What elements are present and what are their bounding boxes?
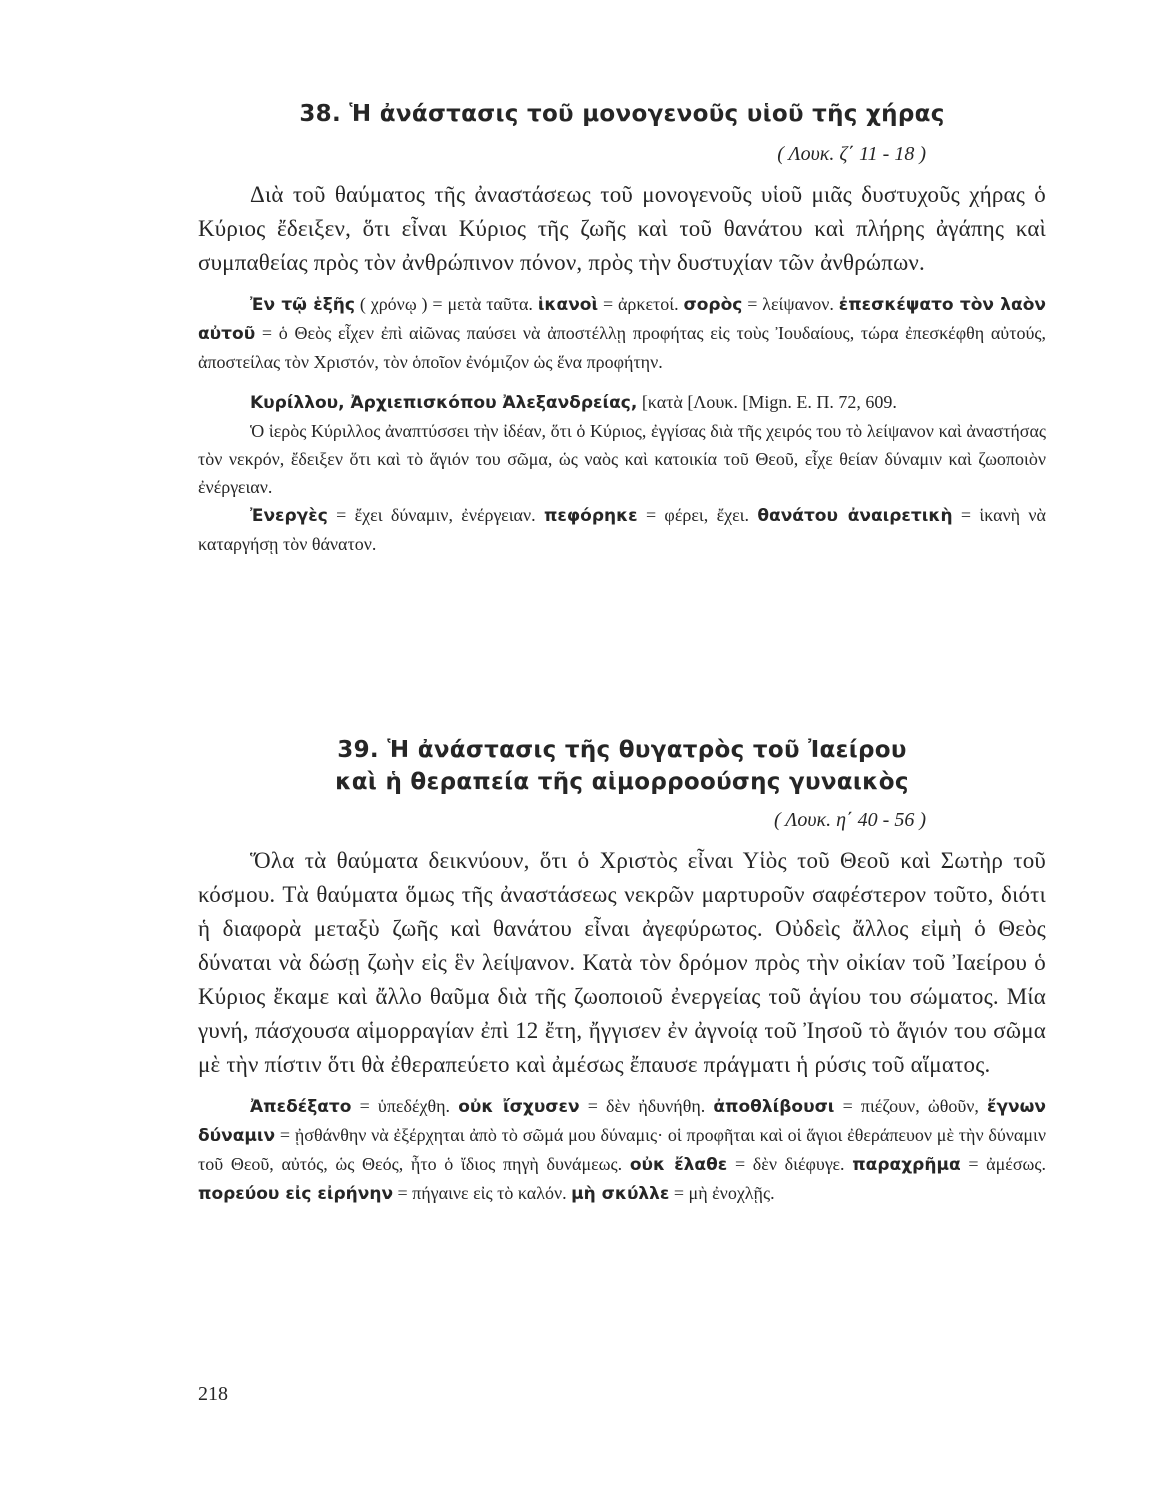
section-38-glossary-1 [198, 290, 1046, 376]
gloss-def: = δὲν διέφυγε. [727, 1154, 853, 1174]
section-39-title-line-1: 39. Ἡ ἀνάστασις τῆς θυγατρὸς τοῦ Ἰαείρου [337, 737, 907, 763]
gloss-term: μὴ σκύλλε [571, 1184, 670, 1204]
section-39 [198, 734, 1046, 1208]
gloss-def: ( χρόνῳ ) = μετὰ ταῦτα. [354, 294, 538, 314]
gloss-term: οὐκ ἴσχυσεν [458, 1097, 580, 1117]
gloss-term: πορεύου εἰς εἰρήνην [198, 1184, 394, 1204]
gloss-term: πεφόρηκε [543, 506, 638, 526]
gloss-def: = φέρει, ἔχει. [637, 505, 758, 525]
section-39-glossary [198, 1092, 1046, 1208]
gloss-def: = ὑπεδέχθη. [351, 1096, 459, 1116]
gloss-def: = ᾐσθάνθην νὰ ἐξέρχηται ἀπὸ τὸ σῶμά μου δύναμις· οἱ προφῆται καὶ οἱ ἅγιοι ἐθεράπευον μὲ τὴν δύναμιν τοῦ Θεοῦ, αὐτός, ὡς Θεός, ἦτο ὁ ἴδιος πηγὴ δυνάμεως. [198, 1125, 1046, 1174]
gloss-def: = ἱκανὴ νὰ καταργήσῃ τὸν θάνατον. [198, 505, 1046, 554]
citation-author: Κυρίλλου, Ἀρχιεπισκόπου Ἀλεξανδρείας, [250, 393, 638, 413]
section-38-glossary-2: Ὁ ἱερὸς Κύριλλος ἀναπτύσσει τὴν ἰδέαν, ὅτι ὁ Κύριος, ἐγγίσας διὰ τῆς χειρός του τὸ λείψανον καὶ ἀναστήσας τὸν νεκρόν, ἔδειξεν ὅτι καὶ τὸ ἅγιόν του σῶμα, ὡς ναὸς καὶ κατοικία τοῦ Θεοῦ, εἶχε θείαν δύναμιν καὶ ζωοποιὸν ἐνέργειαν. [198, 421, 1046, 497]
gloss-def: = δὲν ἠδυνήθη. [579, 1096, 714, 1116]
gloss-term: ἀποθλίβουσι [713, 1097, 835, 1117]
page-number: 218 [198, 1383, 228, 1405]
gloss-term: ἐπεσκέψατο τὸν λαὸν αὐτοῦ [198, 295, 1046, 344]
gloss-def: = λείψανον. [742, 294, 839, 314]
citation-source: [κατὰ [Λουκ. [Mign. E. Π. 72, 609. [637, 392, 897, 412]
section-38-title: 38. Ἡ ἀνάστασις τοῦ μονογενοῦς υἱοῦ τῆς χήρας [299, 101, 945, 127]
gloss-term: οὐκ ἔλαθε [629, 1155, 728, 1175]
section-39-title-line-2: καὶ ἡ θεραπεία τῆς αἱμορροούσης γυναικὸς [335, 769, 909, 795]
section-38-glossary-3 [198, 501, 1046, 558]
cyril-citation [198, 388, 1046, 417]
gloss-term: Ἐν τῷ ἑξῆς [250, 295, 355, 315]
gloss-def: = πήγαινε εἰς τὸ καλόν. [393, 1183, 572, 1203]
gloss-term: παραχρῆμα [852, 1155, 961, 1175]
gloss-def: = πιέζουν, ὠθοῦν, [834, 1096, 988, 1116]
gloss-def: = μὴ ἐνοχλῇς. [669, 1183, 775, 1203]
gloss-term: Ἐνεργὲς [250, 506, 328, 526]
section-39-reference: ( Λουκ. η΄ 40 - 56 ) [773, 809, 926, 831]
gloss-term: Ἀπεδέξατο [250, 1097, 352, 1117]
gloss-def: = ὁ Θεὸς εἶχεν ἐπὶ αἰῶνας παύσει νὰ ἀποστέλλῃ προφήτας εἰς τοὺς Ἰουδαίους, τώρα ἐπεσκέφθη αὐτούς, ἀποστείλας τὸν Χριστόν, τὸν ὁποῖον ἐνόμιζον ὡς ἕνα προφήτην. [198, 323, 1046, 372]
section-39-paragraph: Ὅλα τὰ θαύματα δεικνύουν, ὅτι ὁ Χριστὸς εἶναι Υἱὸς τοῦ Θεοῦ καὶ Σωτὴρ τοῦ κόσμου. Τὰ θαύματα ὅμως τῆς ἀναστάσεως νεκρῶν μαρτυροῦν σαφέστερον τοῦτο, διότι ἡ διαφορὰ μεταξὺ ζωῆς καὶ θανάτου εἶναι ἀγεφύρωτος. Οὐδεὶς ἄλλος εἰμὴ ὁ Θεὸς δύναται νὰ δώσῃ ζωὴν εἰς ἓν λείψανον. Κατὰ τὸν δρόμον πρὸς τὴν οἰκίαν τοῦ Ἰαείρου ὁ Κύριος ἔκαμε καὶ ἄλλο θαῦμα διὰ τῆς ζωοποιοῦ ἐνεργείας τοῦ ἁγίου του σώματος. Μία γυνή, πάσχουσα αἱμορραγίαν ἐπὶ 12 ἔτη, ἤγγισεν ἐν ἀγνοίᾳ τοῦ Ἰησοῦ τὸ ἅγιόν του σῶμα μὲ τὴν πίστιν ὅτι θὰ ἐθεραπεύετο καὶ ἀμέσως ἔπαυσε πράγματι ἡ ρύσις τοῦ αἵματος. [198, 848, 1046, 1077]
section-38-paragraph: Διὰ τοῦ θαύματος τῆς ἀναστάσεως τοῦ μονογενοῦς υἱοῦ μιᾶς δυστυχοῦς χήρας ὁ Κύριος ἔδειξεν, ὅτι εἶναι Κύριος τῆς ζωῆς καὶ τοῦ θανάτου καὶ πλήρης ἀγάπης καὶ συμπαθείας πρὸς τὸν ἀνθρώπινον πόνον, πρὸς τὴν δυστυχίαν τῶν ἀνθρώπων. [198, 182, 1046, 275]
gloss-term: ἔγνων δύναμιν [198, 1097, 1046, 1146]
gloss-term: σορὸς [683, 295, 743, 315]
gloss-term: θανάτου ἀναιρετικὴ [757, 506, 953, 526]
section-38 [198, 98, 1046, 558]
gloss-def: = ἀμέσως. [960, 1154, 1046, 1174]
gloss-term: ἱκανοὶ [537, 295, 599, 315]
section-38-reference: ( Λουκ. ζ΄ 11 - 18 ) [777, 143, 926, 165]
gloss-def: = ἀρκετοί. [598, 294, 684, 314]
gloss-def: = ἔχει δύναμιν, ἐνέργειαν. [327, 505, 544, 525]
